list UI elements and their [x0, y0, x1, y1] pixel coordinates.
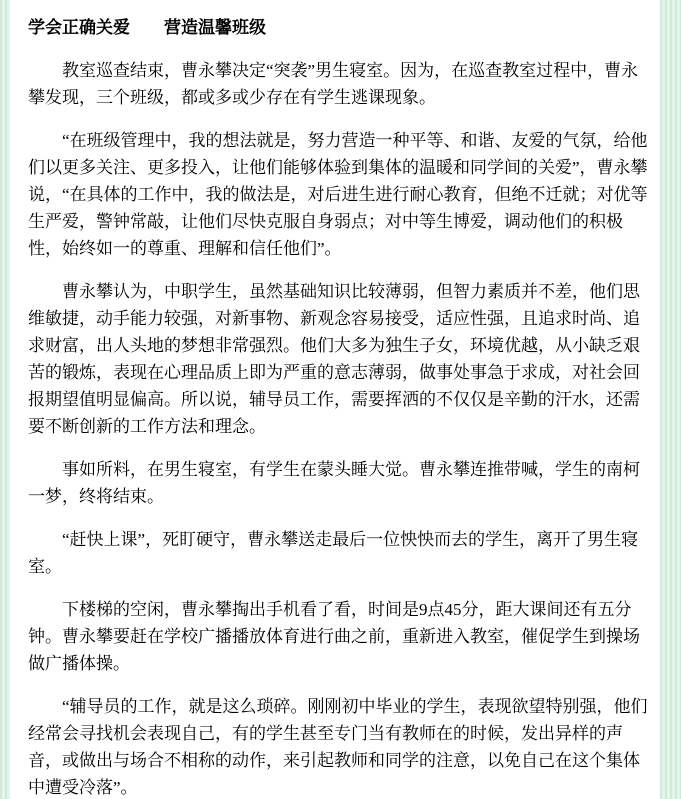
paragraph: 事如所料，在男生寝室，有学生在蒙头睡大觉。曹永攀连推带喊，学生的南柯一梦，终将结束。 — [28, 460, 640, 506]
paragraph: 下楼梯的空闲，曹永攀掏出手机看了看，时间是9点45分，距大课间还有五分钟。曹永攀要赶在学校广播播放体育进行曲之前，重新进入教室，催促学生到操场做广播体操。 — [28, 600, 640, 673]
paragraph: “辅导员的工作，就是这么琐碎。刚刚初中毕业的学生，表现欲望特别强，他们经常会寻找机会表现自己，有的学生甚至专门当有教师在的时候，发出异样的声音，或做出与场合不相称的动作，来引起教师和同学的注意，以免自己在这个集体中遭受冷落”。 — [28, 697, 648, 797]
paragraph: 曹永攀认为，中职学生，虽然基础知识比较薄弱，但智力素质并不差，他们思维敏捷，动手能力较强，对新事物、新观念容易接受，适应性强，且追求时尚、追求财富，出人头地的梦想非常强烈。他们大多为独生子女，环境优越，从小缺乏艰苦的锻炼，表现在心理品质上即为严重的意志薄弱，做事处事急于求成，对社会回报期望值明显偏高。所以说，辅导员工作，需要挥洒的不仅仅是辛勤的汗水，还需要不断创新的工作方法和理念。 — [28, 282, 640, 436]
article-title: 学会正确关爱 营造温馨班级 — [28, 18, 266, 37]
article — [10, 0, 660, 799]
paragraph: “在班级管理中，我的想法就是，努力营造一种平等、和谐、友爱的气氛，给他们以更多关注、更多投入，让他们能够体验到集体的温暖和同学间的关爱”，曹永攀说，“在具体的工作中，我的做法是，对后进生进行耐心教育，但绝不迁就；对优等生严爱，警钟常敲，让他们尽快克服自身弱点；对中等生博爱，调动他们的积极性，始终如一的尊重、理解和信任他们”。 — [28, 131, 648, 258]
right-edge-stripe — [660, 0, 681, 799]
paragraph: “赶快上课”，死盯硬守，曹永攀送走最后一位怏怏而去的学生，离开了男生寝室。 — [28, 530, 639, 576]
left-edge-stripe — [0, 0, 10, 799]
paragraph: 教室巡查结束，曹永攀决定“突袭”男生寝室。因为，在巡查教室过程中，曹永攀发现，三个班级，都或多或少存在有学生逃课现象。 — [28, 61, 639, 107]
